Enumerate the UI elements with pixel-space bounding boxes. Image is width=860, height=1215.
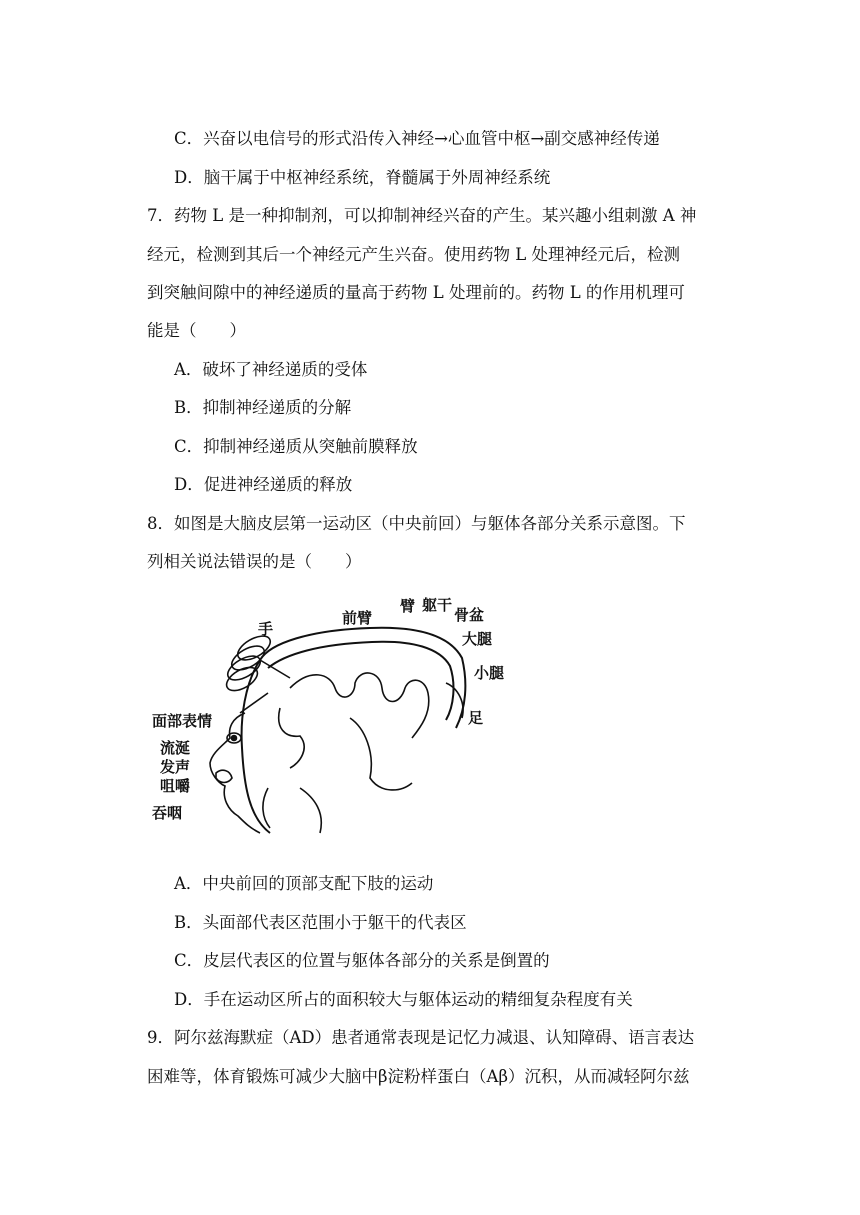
question-7-line-4: 能是（ ） xyxy=(147,321,246,340)
brain-outline xyxy=(242,628,466,833)
motor-cortex-figure xyxy=(150,588,520,843)
label-foot: 足 xyxy=(468,709,484,727)
option-7b: B．抑制神经递质的分解 xyxy=(174,398,352,417)
homunculus-hand xyxy=(223,631,290,695)
option-7c: C．抑制神经递质从突触前膜释放 xyxy=(174,437,418,456)
label-trunk: 躯干 xyxy=(422,596,453,614)
question-9-line-2: 困难等，体育锻炼可减少大脑中β淀粉样蛋白（Aβ）沉积，从而减轻阿尔兹 xyxy=(147,1067,690,1086)
label-drool: 流涎 xyxy=(160,739,191,757)
homunculus-face xyxy=(210,693,268,833)
label-arm: 臂 xyxy=(400,597,416,615)
label-face: 面部表情 xyxy=(152,712,213,730)
label-voice: 发声 xyxy=(160,758,191,776)
label-calf: 小腿 xyxy=(474,664,505,682)
cortex-band xyxy=(268,642,453,720)
question-8-line-2: 列相关说法错误的是（ ） xyxy=(147,552,362,571)
option-7d: D．促进神经递质的释放 xyxy=(174,475,353,494)
label-pelvis: 骨盆 xyxy=(454,606,485,624)
question-7-line-2: 经元，检测到其后一个神经元产生兴奋。使用药物 L 处理神经元后，检测 xyxy=(147,245,680,264)
option-8c: C．皮层代表区的位置与躯体各部分的关系是倒置的 xyxy=(174,951,550,970)
label-swallow: 吞咽 xyxy=(152,804,183,822)
option-8b: B．头面部代表区范围小于躯干的代表区 xyxy=(174,913,467,932)
option-8d: D．手在运动区所占的面积较大与躯体运动的精细复杂程度有关 xyxy=(174,990,633,1009)
label-forearm: 前臂 xyxy=(342,609,373,627)
gyri-folds xyxy=(263,673,429,833)
label-thigh: 大腿 xyxy=(462,630,493,648)
option-7a: A．破坏了神经递质的受体 xyxy=(174,360,368,379)
label-chew: 咀嚼 xyxy=(160,777,191,795)
question-8-line-1: 8．如图是大脑皮层第一运动区（中央前回）与躯体各部分关系示意图。下 xyxy=(147,514,686,533)
option-6d: D．脑干属于中枢神经系统，脊髓属于外周神经系统 xyxy=(174,168,551,187)
question-9-line-1: 9．阿尔兹海默症（AD）患者通常表现是记忆力减退、认知障碍、语言表达 xyxy=(147,1028,695,1047)
label-hand: 手 xyxy=(258,620,274,638)
option-8a: A．中央前回的顶部支配下肢的运动 xyxy=(174,874,434,893)
question-7-line-1: 7．药物 L 是一种抑制剂，可以抑制神经兴奋的产生。某兴趣小组刺激 A 神 xyxy=(147,206,697,225)
question-7-line-3: 到突触间隙中的神经递质的量高于药物 L 处理前的。药物 L 的作用机理可 xyxy=(147,283,685,302)
option-6c: C．兴奋以电信号的形式沿传入神经→心血管中枢→副交感神经传递 xyxy=(174,129,660,148)
